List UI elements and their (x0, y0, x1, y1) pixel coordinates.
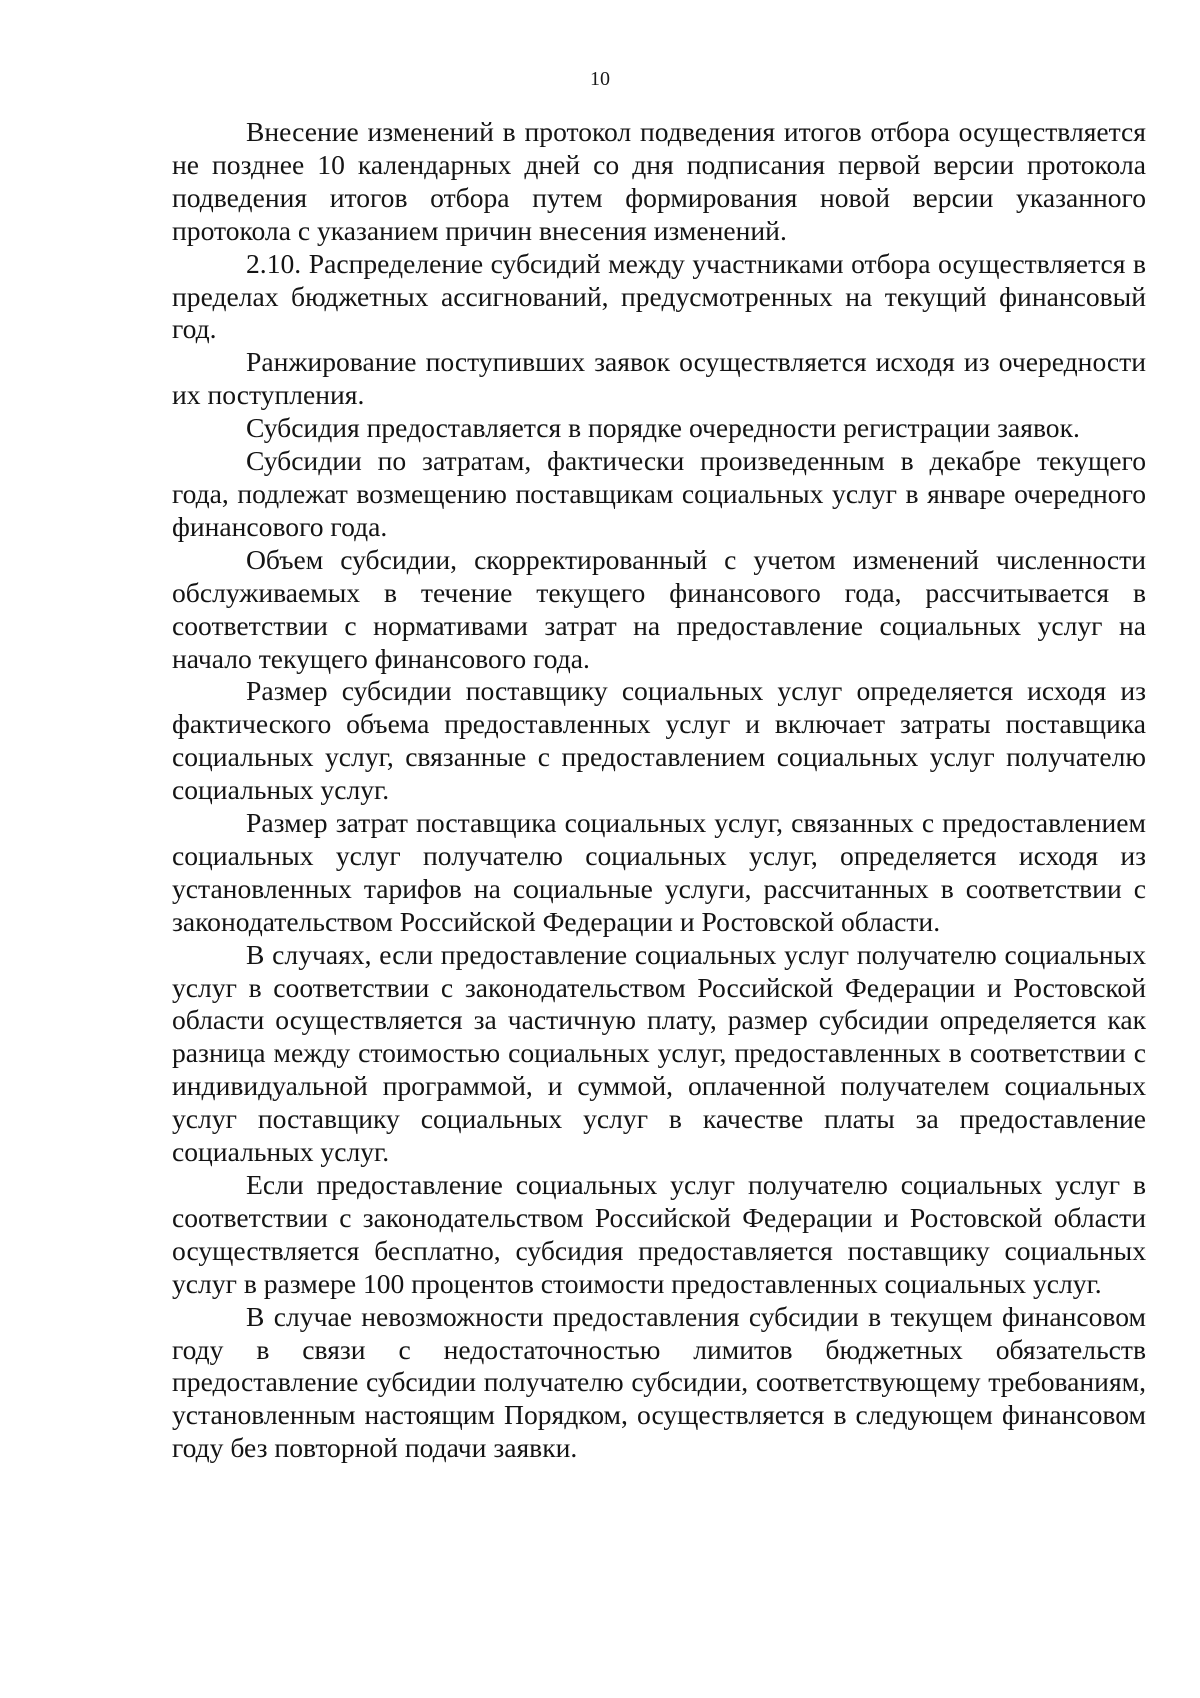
paragraph-2-10-distribution: 2.10. Распределение субсидий между участниками отбора осуществляется в пределах бюджетных ассигнований, предусмотренных на текущий финансовый год. (172, 247, 1146, 345)
paragraph-protocol-changes: Внесение изменений в протокол подведения итогов отбора осуществляется не позднее 10 календарных дней со дня подписания первой версии протокола подведения итогов отбора путем формирования новой версии указанного протокола с указанием причин внесения изменений. (172, 116, 1146, 246)
paragraph-cost-size: Размер затрат поставщика социальных услуг, связанных с предоставлением социальных услуг получателю социальных услуг, определяется исходя из установленных тарифов на социальные услуги, рассчитанных в соответствии с законодательством Российской Федерации и Ростовской области. (172, 807, 1146, 937)
paragraph-order-of-registration: Субсидия предоставляется в порядке очередности регистрации заявок. (246, 412, 1080, 444)
paragraph-insufficient-limits: В случае невозможности предоставления субсидии в текущем финансовом году в связи с недостаточностью лимитов бюджетных обязательств предоставление субсидии получателю субсидии, соответствующему требованиям, установленным настоящим Порядком, осуществляется в следующем финансовом году без повторной подачи заявки. (172, 1300, 1146, 1464)
page-number: 10 (590, 68, 610, 90)
document-body (172, 116, 1146, 1465)
paragraph-ranking: Ранжирование поступивших заявок осуществляется исходя из очередности их поступления. (172, 346, 1146, 411)
paragraph-free-of-charge: Если предоставление социальных услуг получателю социальных услуг в соответствии с законодательством Российской Федерации и Ростовской области осуществляется бесплатно, субсидия предоставляется поставщику социальных услуг в размере 100 процентов стоимости предоставленных социальных услуг. (172, 1169, 1146, 1299)
paragraph-december-costs: Субсидии по затратам, фактически произведенным в декабре текущего года, подлежат возмещению поставщикам социальных услуг в январе очередного финансового года. (172, 445, 1146, 542)
paragraph-partial-payment: В случаях, если предоставление социальных услуг получателю социальных услуг в соответствии с законодательством Российской Федерации и Ростовской области осуществляется за частичную плату, размер субсидии определяется как разница между стоимостью социальных услуг, предоставленных в соответствии с индивидуальной программой, и суммой, оплаченной получателем социальных услуг поставщику социальных услуг в качестве платы за предоставление социальных услуг. (172, 938, 1146, 1168)
paragraph-subsidy-size: Размер субсидии поставщику социальных услуг определяется исходя из фактического объема предоставленных услуг и включает затраты поставщика социальных услуг, связанные с предоставлением социальных услуг получателю социальных услуг. (172, 675, 1146, 806)
paragraph-adjusted-volume: Объем субсидии, скорректированный с учетом изменений численности обслуживаемых в течение текущего финансового года, рассчитывается в соответствии с нормативами затрат на предоставление социальных услуг на начало текущего финансового года. (172, 543, 1146, 674)
